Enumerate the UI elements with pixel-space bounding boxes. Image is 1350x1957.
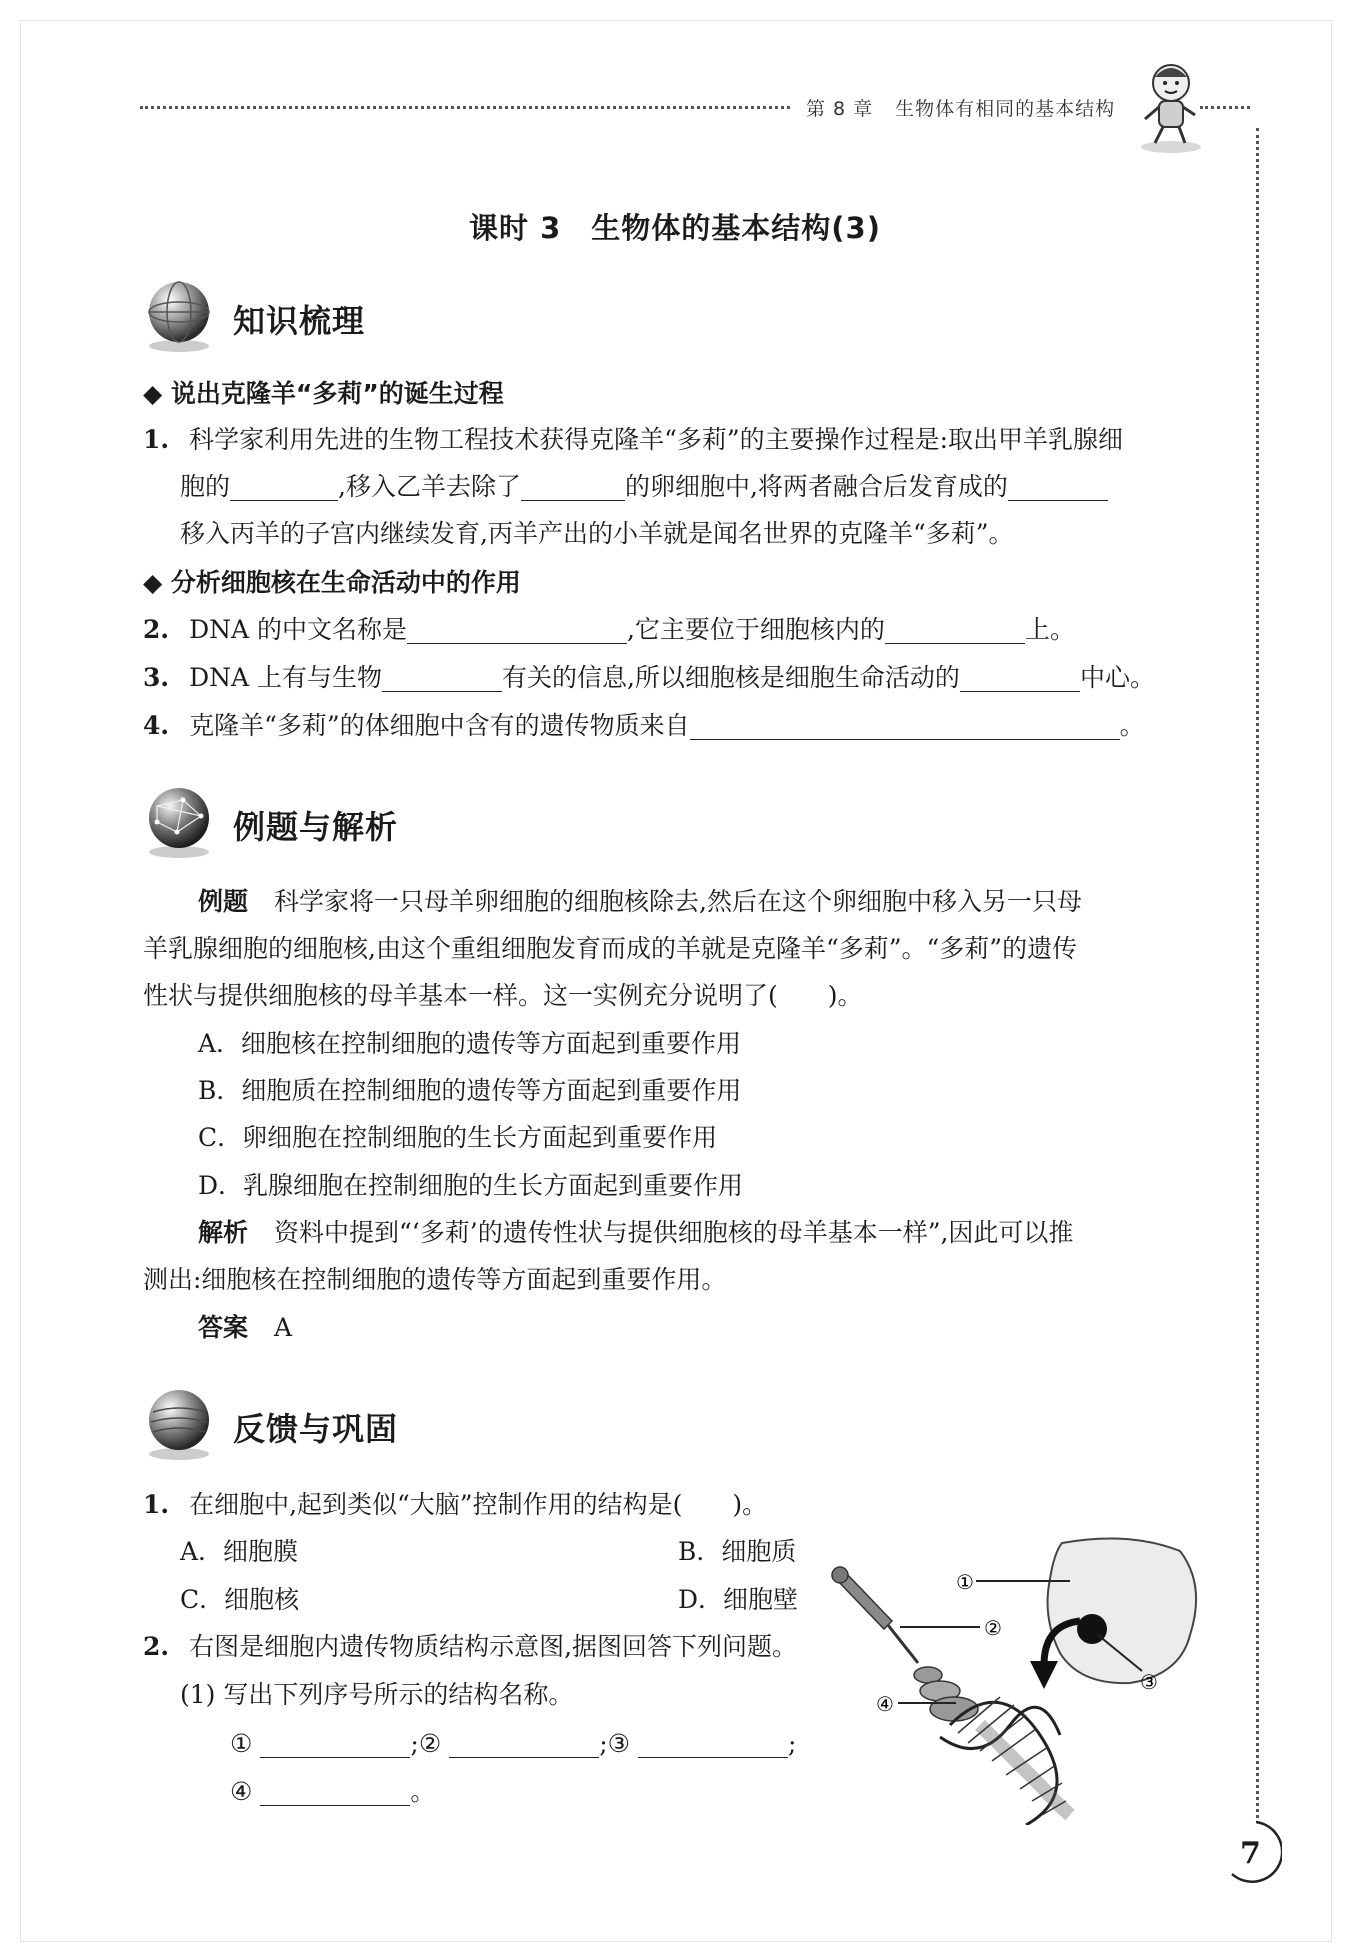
striped-ball-icon [143, 1384, 223, 1464]
topic-heading: ◆ 说出克隆羊“多莉”的诞生过程 [143, 379, 504, 408]
figure-label-2: ② [984, 1616, 1002, 1640]
answer-blank[interactable] [1008, 470, 1108, 501]
page-number: 7 [1240, 1836, 1261, 1871]
figure-label-3: ③ [1140, 1670, 1158, 1694]
fill-row-2 [230, 1772, 435, 1812]
question-number: 2. [143, 615, 170, 644]
separator: ; [599, 1729, 608, 1758]
sub-question-1: (1) 写出下列序号所示的结构名称。 [180, 1680, 574, 1709]
arrow-down-icon [1030, 1661, 1058, 1689]
question-number: 4. [143, 711, 170, 740]
question-text: ,移入乙羊去除了 [338, 472, 521, 501]
cell-shape [1048, 1539, 1197, 1684]
answer-blank[interactable] [521, 470, 625, 501]
question-text: 科学家利用先进的生物工程技术获得克隆羊“多莉”的主要操作过程是:取出甲羊乳腺细 [189, 425, 1124, 454]
feedback-question-2 [143, 1627, 797, 1667]
answer-value: A [274, 1313, 293, 1342]
example-option-a: A．细胞核在控制细胞的遗传等方面起到重要作用 [198, 1029, 742, 1058]
answer-blank[interactable] [885, 613, 1025, 644]
question-3 [143, 658, 1155, 698]
example-line-3: 性状与提供细胞核的母羊基本一样。这一实例充分说明了( )。 [143, 981, 863, 1010]
answer-blank[interactable] [260, 1727, 410, 1758]
answer-blank[interactable] [230, 470, 338, 501]
example-text: 科学家将一只母羊卵细胞的细胞核除去,然后在这个卵细胞中移入另一只母 [274, 887, 1082, 916]
question-text: ,它主要位于细胞核内的 [626, 615, 885, 644]
answer-label: 答案 [198, 1313, 249, 1342]
chapter-title: 生物体有相同的基本结构 [895, 98, 1116, 120]
section-feedback-header [143, 1384, 443, 1464]
separator: ; [410, 1729, 419, 1758]
end-mark: 。 [410, 1777, 436, 1806]
answer-blank[interactable] [260, 1775, 410, 1806]
question-number: 1. [143, 425, 170, 454]
mark-3: ③ [607, 1729, 631, 1758]
lesson-title: 课时 3 生物体的基本结构(3) [469, 211, 881, 245]
chapter-number: 第 8 章 [806, 98, 874, 120]
question-text: 中心。 [1079, 663, 1155, 692]
question-text: 克隆羊“多莉”的体细胞中含有的遗传物质来自 [189, 711, 690, 740]
example-line-2: 羊乳腺细胞的细胞核,由这个重组细胞发育而成的羊就是克隆羊“多莉”。“多莉”的遗传 [143, 934, 1078, 963]
analysis-line-2: 测出:细胞核在控制细胞的遗传等方面起到重要作用。 [143, 1265, 727, 1294]
mark-2: ② [418, 1729, 442, 1758]
question-text: 。 [1119, 711, 1145, 740]
question-2 [143, 610, 1075, 650]
question-text: 在细胞中,起到类似“大脑”控制作用的结构是( )。 [189, 1490, 768, 1519]
answer-blank[interactable] [407, 613, 627, 644]
answer-blank[interactable] [690, 709, 1120, 740]
question-text: DNA 的中文名称是 [189, 615, 407, 644]
example-option-d: D．乳腺细胞在控制细胞的生长方面起到重要作用 [198, 1171, 744, 1200]
section-knowledge-header [143, 276, 443, 356]
section-example-header [143, 782, 443, 862]
mark-4: ④ [230, 1777, 253, 1806]
section-title: 例题与解析 [233, 808, 399, 846]
answer-blank[interactable] [638, 1727, 788, 1758]
analysis-label: 解析 [198, 1218, 249, 1247]
question-text: 胞的 [180, 472, 231, 501]
question-text: 上。 [1024, 615, 1075, 644]
example-option-b: B．细胞质在控制细胞的遗传等方面起到重要作用 [198, 1076, 742, 1105]
option-b: B．细胞质 [678, 1537, 797, 1566]
header-dotted-rule-right [1200, 106, 1250, 109]
option-a: A．细胞膜 [180, 1537, 299, 1566]
example-line-1 [198, 882, 1082, 922]
page-number-badge [1222, 1818, 1282, 1884]
option-d: D．细胞壁 [678, 1585, 799, 1614]
right-dotted-rule [1256, 128, 1259, 1818]
figure-label-4: ④ [876, 1692, 894, 1716]
question-text: 的卵细胞中,将两者融合后发育成的 [624, 472, 1008, 501]
analysis-text: 资料中提到“‘多莉’的遗传性状与提供细胞核的母羊基本一样”,因此可以推 [274, 1218, 1074, 1247]
answer-line [198, 1308, 292, 1348]
question-1-line-3: 移入丙羊的子宫内继续发育,丙羊产出的小羊就是闻名世界的克隆羊“多莉”。 [180, 519, 1014, 548]
mascot-icon [1135, 55, 1205, 155]
question-1 [143, 420, 1123, 460]
question-number: 2. [143, 1632, 170, 1661]
header-dotted-rule [140, 106, 790, 109]
example-option-c: C．卵细胞在控制细胞的生长方面起到重要作用 [198, 1123, 718, 1152]
option-c: C．细胞核 [180, 1585, 300, 1614]
feedback-question-1 [143, 1485, 767, 1525]
running-header [806, 94, 1115, 121]
globe-icon [143, 276, 223, 356]
question-number: 3. [143, 663, 170, 692]
dna-structure-figure [830, 1525, 1210, 1825]
question-number: 1. [143, 1490, 170, 1519]
section-title: 反馈与巩固 [233, 1410, 399, 1448]
question-4 [143, 706, 1145, 746]
example-label: 例题 [198, 887, 249, 916]
figure-label-1: ① [956, 1570, 974, 1594]
network-globe-icon [143, 782, 223, 862]
question-1-line-2 [180, 467, 1108, 507]
question-text: DNA 上有与生物 [189, 663, 382, 692]
answer-blank[interactable] [960, 661, 1080, 692]
question-text: 有关的信息,所以细胞核是细胞生命活动的 [501, 663, 960, 692]
separator: ; [788, 1729, 797, 1758]
section-title: 知识梳理 [233, 302, 366, 340]
fill-row-1 [230, 1724, 796, 1764]
mark-1: ① [230, 1729, 253, 1758]
analysis-line-1 [198, 1213, 1073, 1253]
topic-heading: ◆ 分析细胞核在生命活动中的作用 [143, 568, 521, 597]
answer-blank[interactable] [449, 1727, 599, 1758]
answer-blank[interactable] [382, 661, 502, 692]
question-text: 右图是细胞内遗传物质结构示意图,据图回答下列问题。 [189, 1632, 798, 1661]
